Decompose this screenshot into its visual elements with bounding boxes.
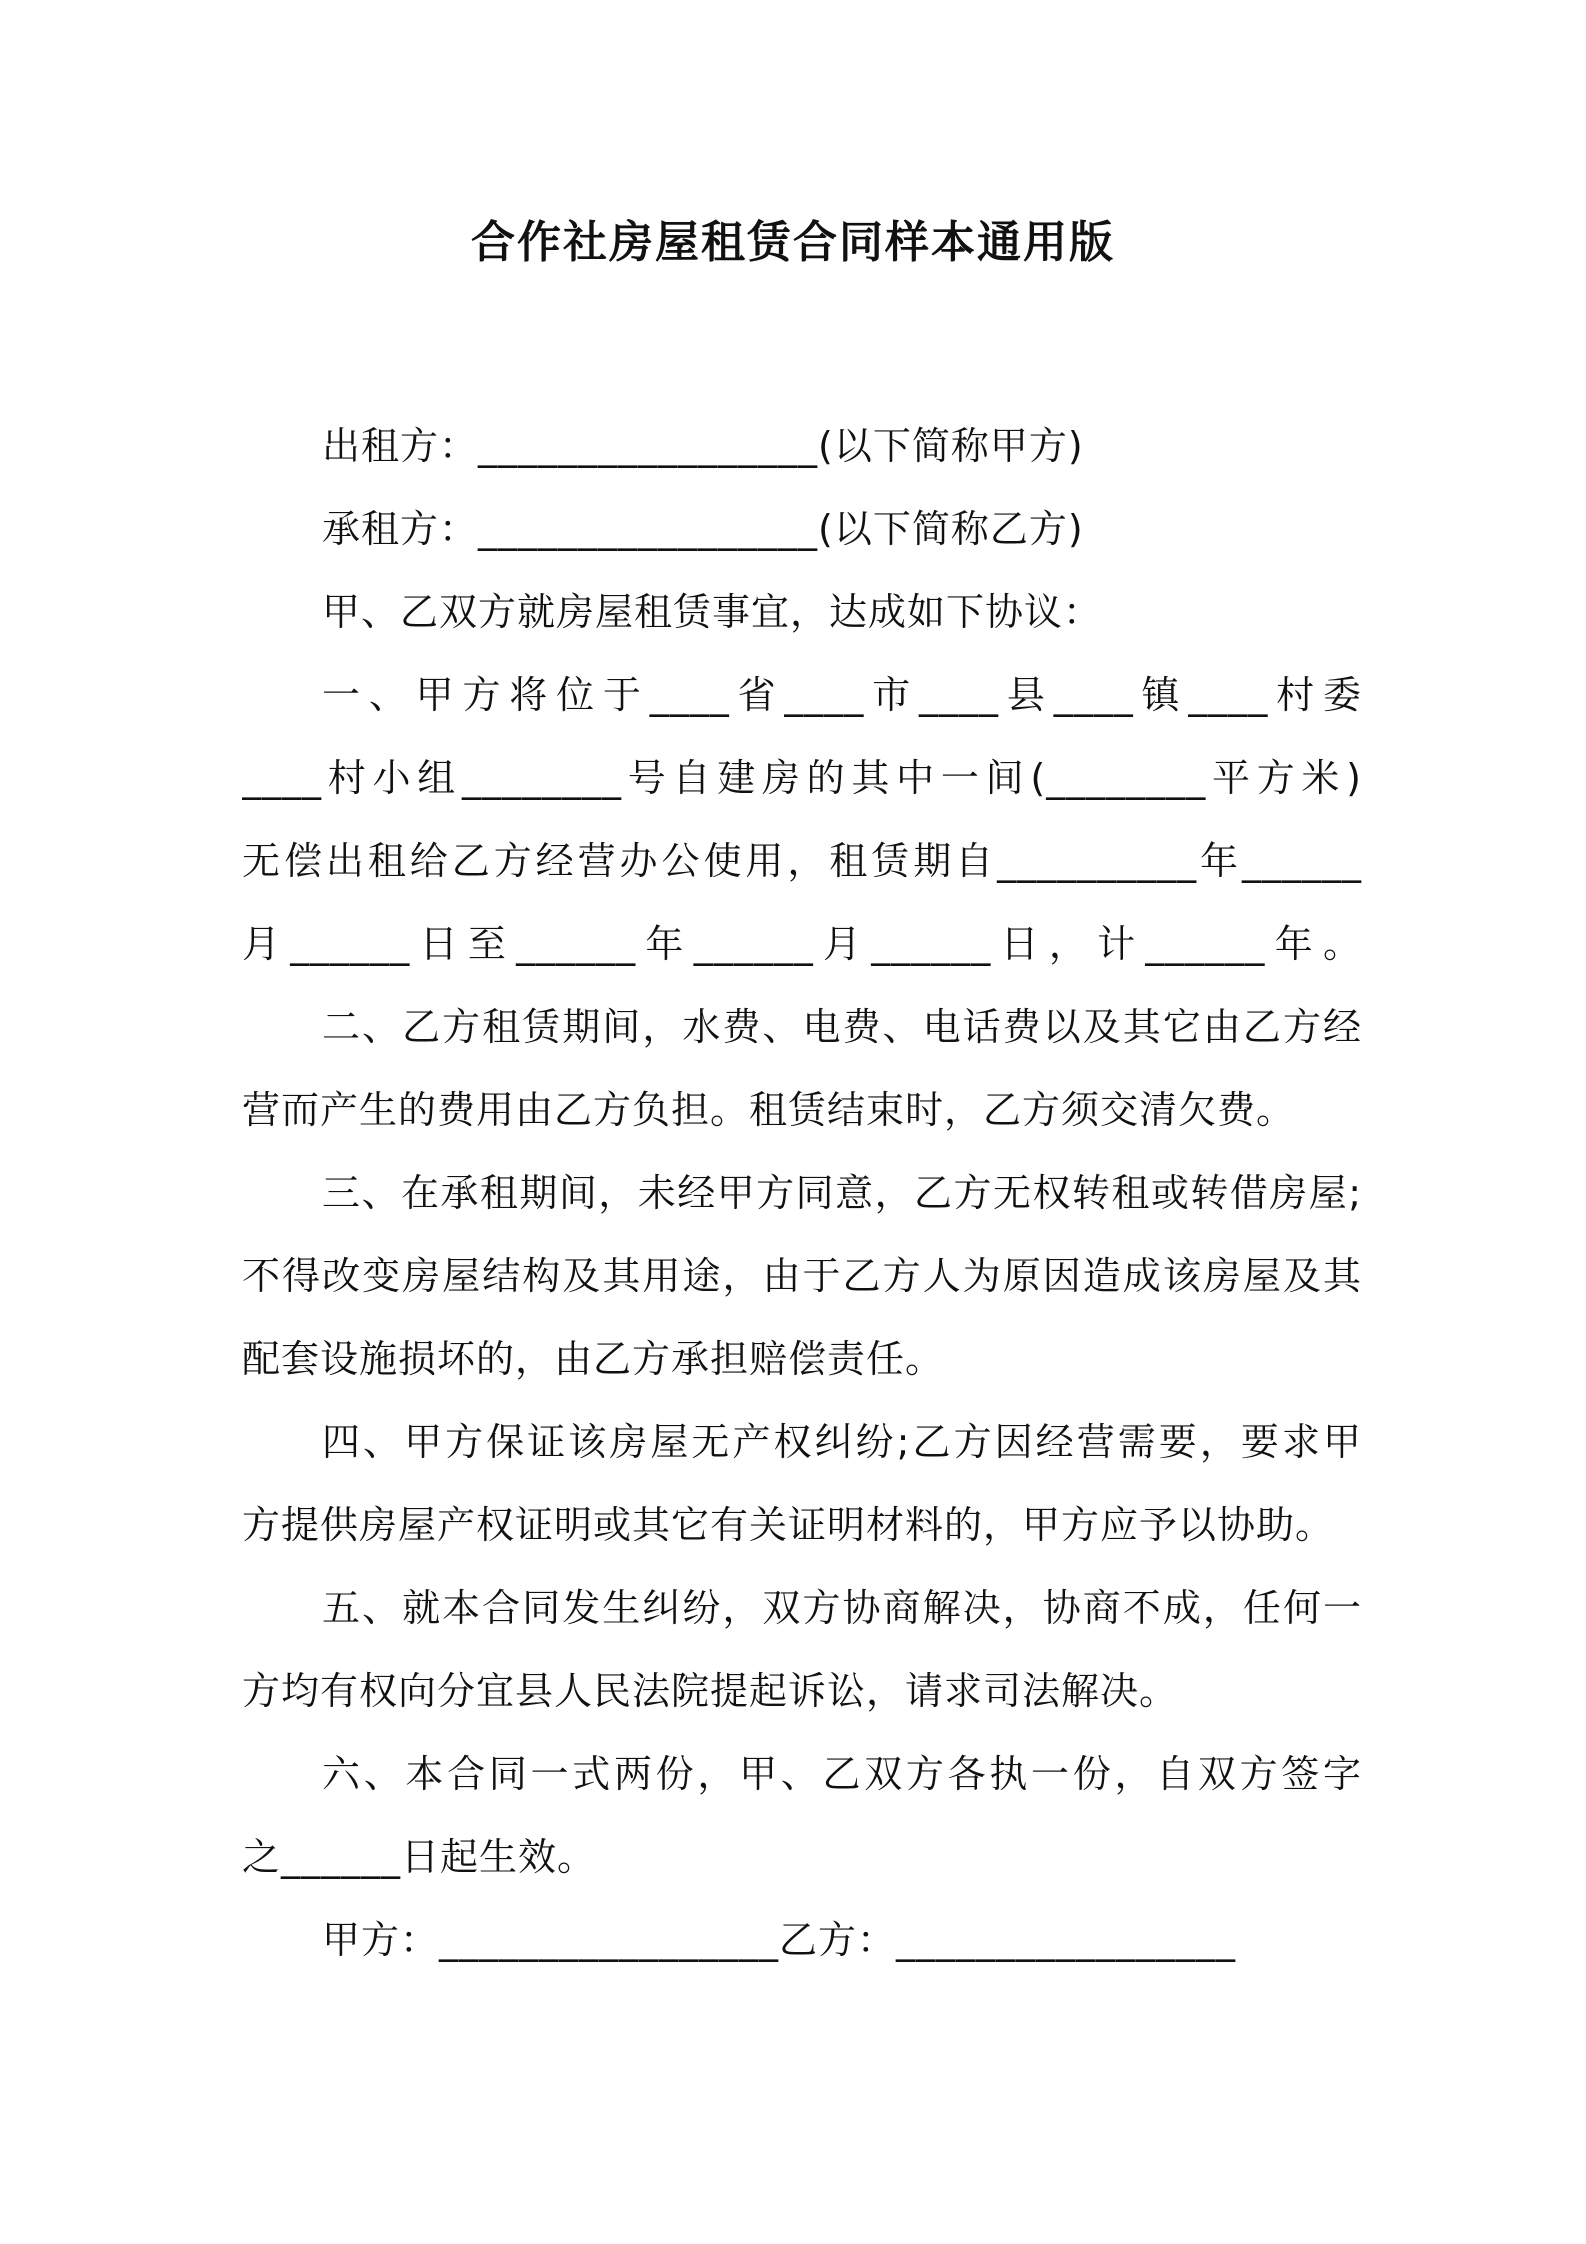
clause-2-line-2: 营而产生的费用由乙方负担。租赁结束时，乙方须交清欠费。	[242, 1088, 1296, 1132]
clause-5-line-1: 五、就本合同发生纠纷，双方协商解决，协商不成，任何一	[322, 1586, 1362, 1630]
clause-2-line-1: 二、乙方租赁期间，水费、电费、电话费以及其它由乙方经	[322, 1005, 1362, 1049]
clause-1-line-4: 月______日至______年______月______日，计______年。	[242, 922, 1362, 966]
clause-3-line-2: 不得改变房屋结构及其用途，由于乙方人为原因造成该房屋及其	[242, 1254, 1362, 1298]
clause-1-line-2: ____村小组________号自建房的其中一间(________平方米)	[242, 756, 1362, 800]
contract-body	[242, 405, 1362, 1982]
clause-4-line-1: 四、甲方保证该房屋无产权纠纷;乙方因经营需要，要求甲	[322, 1420, 1362, 1464]
signature-line: 甲方：_________________乙方：_________________	[322, 1918, 1237, 1962]
clause-6-line-2: 之______日起生效。	[242, 1835, 597, 1879]
clause-3-line-3: 配套设施损坏的，由乙方承担赔偿责任。	[242, 1337, 945, 1381]
lessee-line: 承租方：_________________(以下简称乙方)	[322, 507, 1084, 551]
agreement-intro: 甲、乙双方就房屋租赁事宜，达成如下协议：	[322, 590, 1103, 634]
clause-4-line-2: 方提供房屋产权证明或其它有关证明材料的，甲方应予以协助。	[242, 1503, 1335, 1547]
clause-6-line-1: 六、本合同一式两份，甲、乙双方各执一份，自双方签字	[322, 1752, 1362, 1796]
lessor-line: 出租方：_________________(以下简称甲方)	[322, 424, 1084, 468]
document-title: 合作社房屋租赁合同样本通用版	[471, 217, 1115, 268]
clause-5-line-2: 方均有权向分宜县人民法院提起诉讼，请求司法解决。	[242, 1669, 1179, 1713]
clause-1-line-1: 一、甲方将位于____省____市____县____镇____村委	[322, 673, 1362, 717]
clause-3-line-1: 三、在承租期间，未经甲方同意，乙方无权转租或转借房屋;	[322, 1171, 1362, 1215]
clause-1-line-3: 无偿出租给乙方经营办公使用，租赁期自__________年______	[242, 839, 1362, 883]
